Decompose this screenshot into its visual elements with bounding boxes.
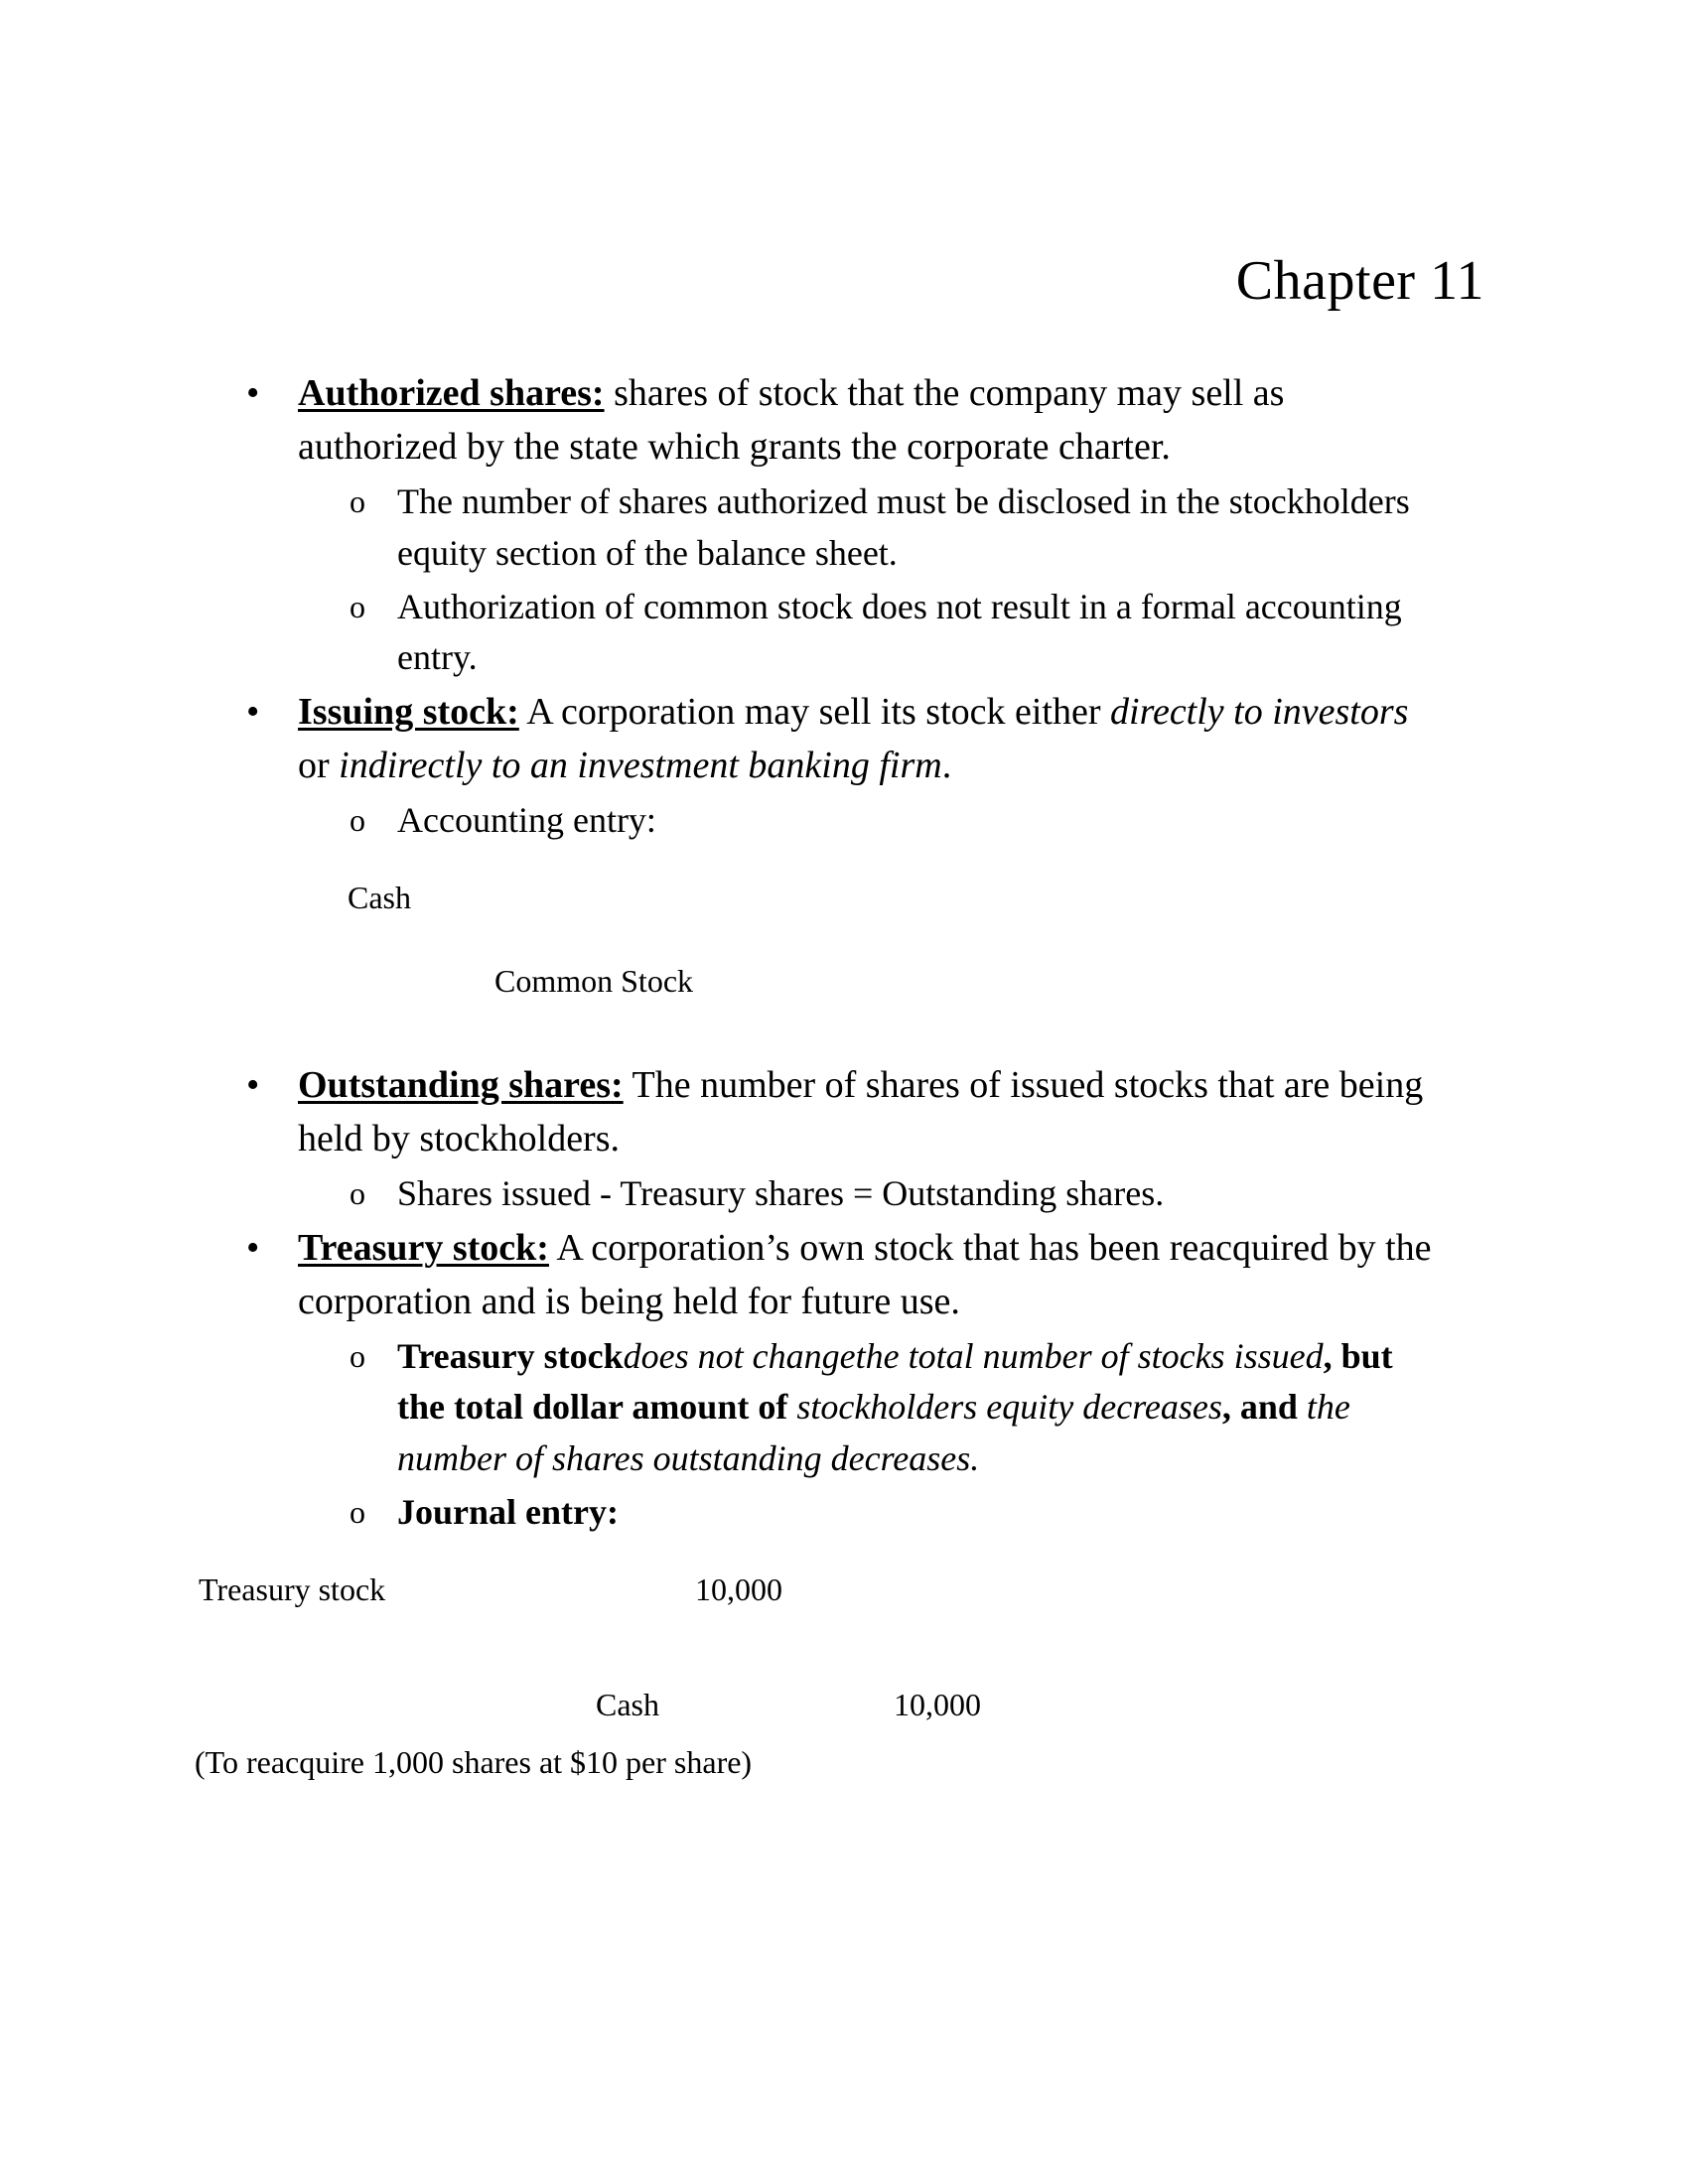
bullet-outstanding-shares bbox=[0, 1059, 1688, 1166]
sub-bullet-marker-icon: o bbox=[350, 588, 365, 624]
sub-bullet-accounting-entry bbox=[0, 795, 1688, 847]
sub-bullet-label: Accounting entry: bbox=[397, 800, 656, 841]
treasury-text-2: does not change bbox=[623, 1335, 856, 1376]
spacer bbox=[0, 1016, 1688, 1059]
bullet-marker-icon: • bbox=[246, 691, 260, 734]
sub-bullet-shares-disclosed bbox=[0, 477, 1688, 580]
journal-row-credit bbox=[0, 958, 1688, 1016]
journal-debit-account: Treasury stock bbox=[199, 1570, 386, 1607]
term-authorized-shares: Authorized shares: bbox=[298, 372, 605, 414]
sub-bullet-shares-formula bbox=[0, 1168, 1688, 1220]
issuing-stock-text-5: . bbox=[941, 745, 952, 787]
journal-row-memo bbox=[0, 1739, 1688, 1797]
issuing-stock-text-3: or bbox=[298, 745, 340, 787]
journal-memo: (To reacquire 1,000 shares at $10 per share) bbox=[195, 1743, 753, 1780]
sub-bullet-marker-icon: o bbox=[350, 482, 365, 519]
document-body bbox=[0, 367, 1688, 1797]
sub-bullet-marker-icon: o bbox=[350, 1337, 365, 1374]
sub-bullet-marker-icon: o bbox=[350, 1174, 365, 1211]
term-issuing-stock: Issuing stock: bbox=[298, 691, 519, 734]
spacer bbox=[0, 849, 1688, 875]
treasury-text-3: the total number of stocks issued bbox=[855, 1335, 1324, 1376]
spacer bbox=[0, 1624, 1688, 1682]
treasury-text-1: Treasury stock bbox=[397, 1335, 624, 1376]
issuing-stock-text-1: A corporation may sell its stock either bbox=[518, 691, 1111, 734]
bullet-marker-icon: • bbox=[246, 1063, 260, 1106]
sub-bullet-journal-entry bbox=[0, 1487, 1688, 1539]
sub-bullet-no-formal-entry bbox=[0, 582, 1688, 685]
spacer bbox=[0, 1541, 1688, 1567]
journal-credit-amount: 10,000 bbox=[894, 1686, 981, 1722]
journal-entry-heading: Journal entry: bbox=[397, 1492, 619, 1533]
issuing-stock-text-4: indirectly to an investment banking firm bbox=[339, 745, 942, 787]
sub-bullet-marker-icon: o bbox=[350, 1494, 365, 1531]
sub-bullet-marker-icon: o bbox=[350, 802, 365, 839]
term-treasury-stock: Treasury stock: bbox=[298, 1226, 549, 1269]
treasury-text-6: , and bbox=[1221, 1387, 1307, 1428]
issuing-stock-text-2: directly to investors bbox=[1110, 691, 1409, 734]
journal-credit-account: Common Stock bbox=[494, 962, 694, 999]
bullet-issuing-stock bbox=[0, 686, 1688, 793]
bullet-authorized-shares bbox=[0, 367, 1688, 475]
sub-bullet-label: Authorization of common stock does not result in a formal accounting entry. bbox=[397, 586, 1402, 678]
sub-bullet-label: Shares issued - Treasury shares = Outstanding shares. bbox=[397, 1172, 1165, 1213]
bullet-marker-icon: • bbox=[246, 1226, 260, 1269]
bullet-treasury-stock bbox=[0, 1222, 1688, 1329]
sub-bullet-label: The number of shares authorized must be disclosed in the stockholders equity section of the balance sheet. bbox=[397, 480, 1410, 573]
journal-row-debit bbox=[0, 875, 1688, 932]
spacer bbox=[0, 932, 1688, 958]
treasury-text-4: , but the total dollar amount of bbox=[397, 1335, 1393, 1428]
bullet-marker-icon: • bbox=[246, 372, 260, 414]
body-treasury-stock: A corporation’s own stock that has been reacquired by the corporation and is being held for future use. bbox=[298, 1226, 1432, 1322]
page-title: Chapter 11 bbox=[1235, 250, 1484, 312]
body-outstanding-shares: The number of shares of issued stocks that are being held by stockholders. bbox=[298, 1063, 1424, 1160]
journal-entry-block-1 bbox=[0, 875, 1688, 1016]
treasury-text-5: stockholders equity decreases bbox=[796, 1387, 1222, 1428]
journal-row-credit bbox=[0, 1682, 1688, 1739]
sub-bullet-treasury-effects bbox=[0, 1331, 1688, 1485]
term-outstanding-shares: Outstanding shares: bbox=[298, 1063, 624, 1106]
journal-credit-account: Cash bbox=[596, 1686, 659, 1722]
journal-debit-amount: 10,000 bbox=[695, 1570, 782, 1607]
journal-row-debit bbox=[0, 1567, 1688, 1624]
journal-entry-block-2 bbox=[0, 1567, 1688, 1797]
body-authorized-shares: shares of stock that the company may sell as authorized by the state which grants the corporate charter. bbox=[298, 372, 1285, 468]
journal-debit-account: Cash bbox=[348, 879, 411, 915]
treasury-text-7: the number of shares outstanding decreases. bbox=[397, 1387, 1350, 1479]
